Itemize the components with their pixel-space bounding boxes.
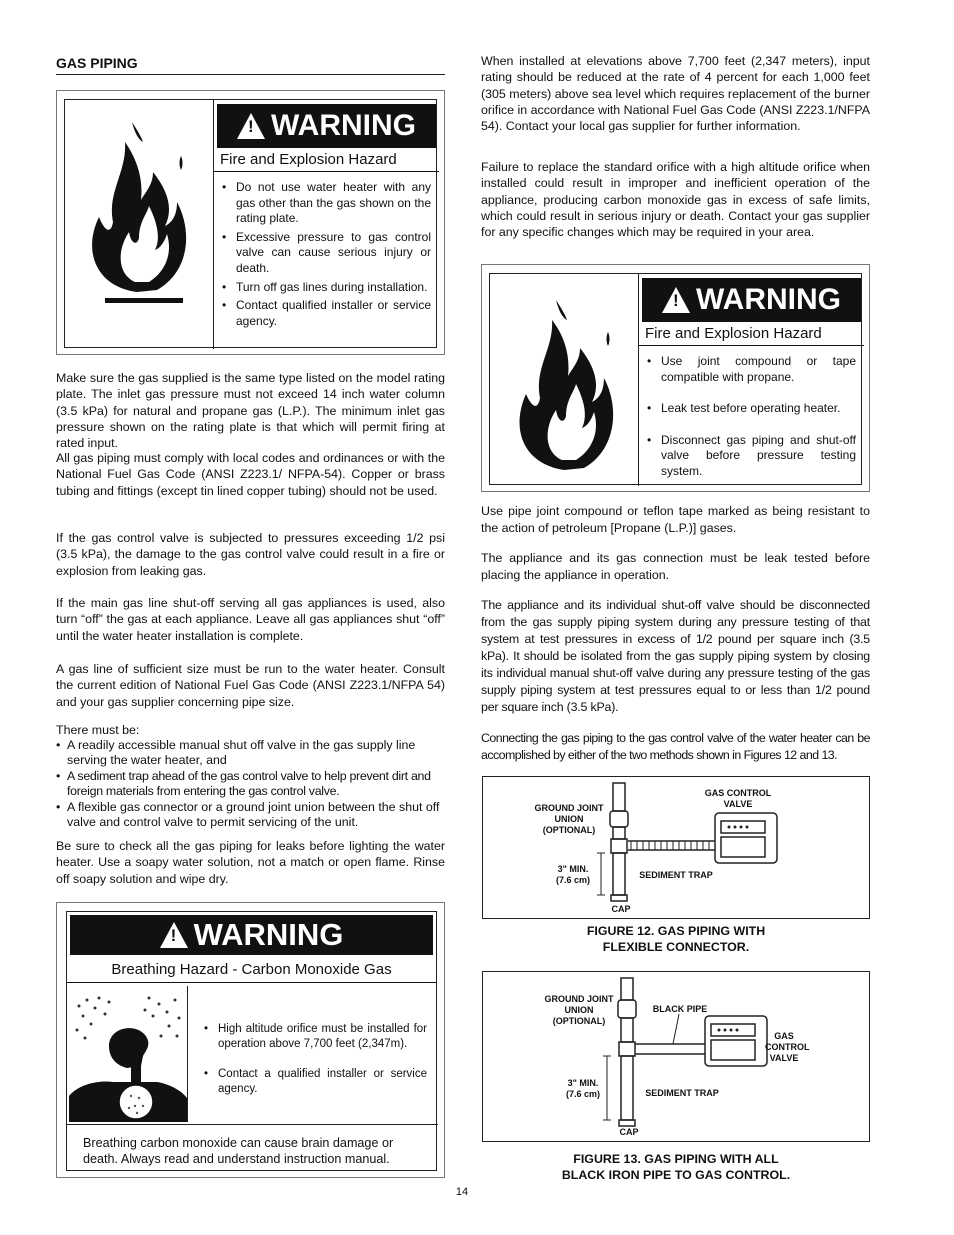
- figure-12-diagram: [482, 776, 870, 919]
- list-item: • A readily accessible manual shut off valve in the gas supply line serving the water heater, and: [56, 738, 445, 769]
- label-sediment-trap: SEDIMENT TRAP: [645, 1088, 719, 1098]
- list-item: • A sediment trap ahead of the gas control valve to help prevent dirt and foreign materials from entering the gas control valve.: [56, 769, 445, 800]
- flexible-connector-piping-illustration: [483, 777, 871, 920]
- breathing-hazard-icon: [69, 986, 188, 1122]
- warning-bullet: • Use joint compound or tape compatible with propane.: [645, 354, 856, 385]
- warning-banner: ! WARNING: [642, 278, 861, 322]
- warning-bullet: • Turn off gas lines during installation.: [220, 280, 431, 296]
- label-cap: CAP: [611, 904, 631, 914]
- label-ground-joint-union: GROUND JOINT UNION (OPTIONAL): [544, 994, 614, 1026]
- paragraph: The appliance and its gas connection must be leak tested before placing the appliance in operation.: [481, 551, 870, 582]
- warning-bullet: • Do not use water heater with any gas other than the gas shown on the rating plate.: [220, 180, 431, 227]
- warning-bullet: • Contact a qualified installer or service agency.: [202, 1067, 427, 1096]
- warning-bullet: • Disconnect gas piping and shut-off valve before pressure testing system.: [645, 433, 856, 480]
- warning-box-carbon-monoxide: [56, 902, 445, 1178]
- warning-banner: ! WARNING: [70, 915, 433, 955]
- figure-13-caption: FIGURE 13. GAS PIPING WITH ALL BLACK IRON PIPE TO GAS CONTROL.: [561, 1152, 791, 1182]
- warning-triangle-icon: !: [160, 922, 188, 948]
- paragraph: Use pipe joint compound or teflon tape marked as being resistant to the action of petroleum [Propane (L.P.)] gases.: [481, 504, 870, 535]
- flame-icon: [77, 122, 205, 312]
- paragraph: If the main gas line shut-off serving all gas appliances is used, also turn “off” the gas at each appliance. Leave all gas appliances shut “off” until the water heater installation is complete.: [56, 596, 445, 643]
- label-ground-joint-union: GROUND JOINT UNION (OPTIONAL): [534, 803, 604, 835]
- hazard-title: Fire and Explosion Hazard: [214, 148, 439, 172]
- paragraph: Connecting the gas piping to the gas control valve of the water heater can be accomplished by either of the two methods shown in Figures 12 and 13.: [481, 731, 870, 762]
- label-min-distance: 3" MIN. (7.6 cm): [565, 1078, 600, 1099]
- label-sediment-trap: SEDIMENT TRAP: [639, 870, 713, 880]
- warning-bullet: • High altitude orifice must be installed for operation above 7,700 feet (2,347m).: [202, 1022, 427, 1051]
- paragraph: Failure to replace the standard orifice with a high altitude orifice when installed could result in improper and inefficient operation of the appliance, producing carbon monoxide gas in excess of safe limits, which could result in serious injury or death. Contact your gas supplier for any specific changes which may be required in your area.: [481, 160, 870, 240]
- label-black-pipe: BLACK PIPE: [652, 1004, 708, 1014]
- warning-bullet: • Leak test before operating heater.: [645, 401, 856, 417]
- warning-banner: ! WARNING: [217, 104, 436, 148]
- label-gas-control-valve: GAS CONTROL VALVE: [704, 788, 772, 809]
- warning-box-fire-propane: [481, 264, 870, 492]
- label-cap: CAP: [619, 1127, 639, 1137]
- flame-icon: [506, 298, 630, 474]
- paragraph: A gas line of sufficient size must be run to the water heater. Consult the current edition of National Fuel Gas Code (ANSI Z223.1/NFPA 54) and your gas supplier concerning pipe size.: [56, 662, 445, 709]
- section-heading: GAS PIPING: [56, 55, 138, 71]
- list-intro: There must be:: [56, 723, 140, 737]
- label-min-distance: 3" MIN. (7.6 cm): [555, 864, 590, 885]
- warning-bullet: • Excessive pressure to gas control valve can cause serious injury or death.: [220, 230, 431, 277]
- warning-box-fire: [56, 90, 445, 355]
- warning-triangle-icon: !: [237, 113, 265, 139]
- paragraph: The appliance and its individual shut-off valve should be disconnected from the gas supply piping system during any pressure testing of that system at test pressures in excess of 1/2 pound per square inch (3.5 kPa). It should be isolated from the gas supply piping system by closing its individual manual shut-off valve during any pressure testing of the gas supply piping system at test pressures equal to or less than 1/2 pound per square inch (3.5 kPa).: [481, 598, 870, 714]
- label-gas-control-valve: GAS CONTROL VALVE: [765, 1031, 810, 1063]
- warning-footer: Breathing carbon monoxide can cause brain damage or death. Always read and understand instruction manual.: [83, 1136, 394, 1166]
- page-number: 14: [455, 1186, 469, 1198]
- heading-rule: [56, 74, 445, 75]
- list-item: • A flexible gas connector or a ground joint union between the shut off valve and control valve to permit servicing of the unit.: [56, 800, 445, 831]
- paragraph: If the gas control valve is subjected to pressures exceeding 1/2 psi (3.5 kPa), the damage to the gas control valve could result in a fire or explosion from leaking gas.: [56, 531, 445, 578]
- paragraph: When installed at elevations above 7,700 feet (2,347 meters), input rating should be reduced at the rate of 4 percent for each 1,000 feet (305 meters) above sea level which requires replacement of the burner orifice in accordance with National Fuel Gas Code (ANSI Z223.1/NFPA 54). Contact your local gas supplier for further information.: [481, 54, 870, 134]
- warning-bullet: • Contact qualified installer or service agency.: [220, 298, 431, 329]
- hazard-title: Breathing Hazard - Carbon Monoxide Gas: [67, 955, 436, 983]
- paragraph: All gas piping must comply with local codes and ordinances or with the National Fuel Gas Code (ANSI Z223.1/ NFPA-54). Copper or brass tubing and fittings (except tin lined copper tubing) should not be used.: [56, 451, 445, 498]
- figure-13-diagram: [482, 971, 870, 1142]
- paragraph: Be sure to check all the gas piping for leaks before lighting the water heater. Use a soapy water solution, not a match or open flame. Rinse off soapy solution and wipe dry.: [56, 839, 445, 886]
- warning-triangle-icon: !: [662, 287, 690, 313]
- paragraph: Make sure the gas supplied is the same type listed on the model rating plate. The inlet gas pressure must not exceed 14 inch water column (3.5 kPa) for natural and propane gas (L.P.). The minimum inlet gas pressure shown on the rating plate is that which will permit firing at rated input.: [56, 371, 445, 451]
- figure-12-caption: FIGURE 12. GAS PIPING WITH FLEXIBLE CONNECTOR.: [586, 924, 766, 954]
- hazard-title: Fire and Explosion Hazard: [639, 322, 864, 346]
